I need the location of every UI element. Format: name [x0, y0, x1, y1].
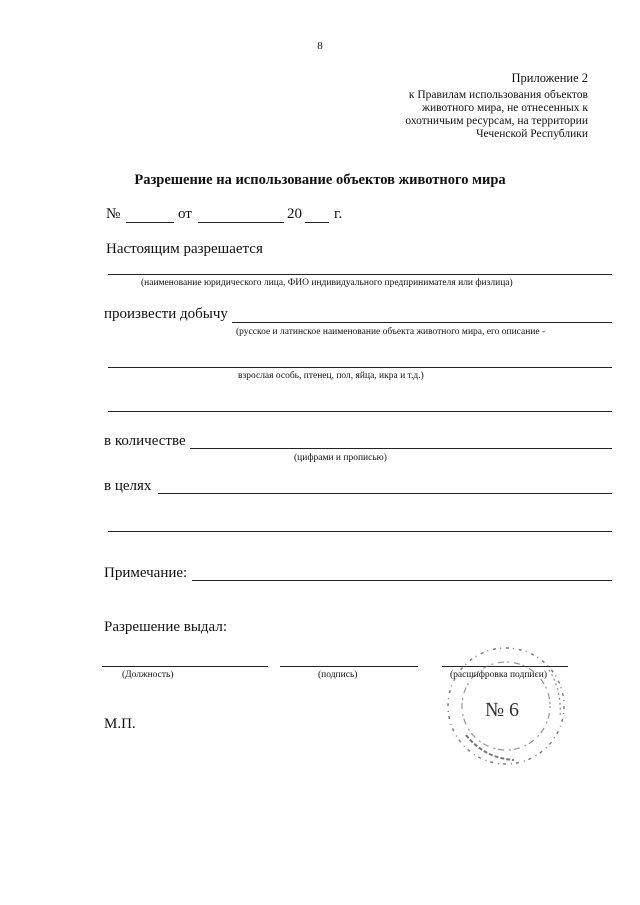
page-number: 8: [317, 40, 323, 52]
permitted-caption: (наименование юридического лица, ФИО индивидуального предпринимателя или физлица): [141, 278, 513, 288]
quantity-field[interactable]: [190, 448, 612, 449]
date-field[interactable]: [198, 222, 284, 223]
harvest-field-2[interactable]: [108, 367, 612, 368]
harvest-label: произвести добычу: [104, 306, 228, 322]
seal-stamp-icon: [444, 640, 574, 770]
appendix-block: [288, 72, 588, 141]
seal-text: № 6: [484, 699, 520, 721]
position-field[interactable]: [102, 666, 268, 667]
appendix-line: Чеченской Республики: [476, 128, 588, 140]
harvest-field[interactable]: [232, 322, 612, 323]
year-field[interactable]: [305, 222, 329, 223]
harvest-caption-1: (русское и латинское наименование объекта животного мира, его описание -: [236, 327, 546, 337]
quantity-label: в количестве: [104, 433, 186, 449]
year-suffix: г.: [334, 206, 343, 222]
appendix-line: к Правилам использования объектов: [408, 89, 588, 101]
number-sign: №: [106, 206, 121, 222]
from-label: от: [178, 206, 192, 222]
note-label: Примечание:: [104, 565, 188, 581]
purpose-field-2[interactable]: [108, 531, 612, 532]
number-field[interactable]: [126, 222, 174, 223]
harvest-field-3[interactable]: [108, 411, 612, 412]
purpose-field[interactable]: [158, 493, 612, 494]
appendix-line: охотничьим ресурсам, на территории: [405, 115, 588, 127]
purpose-label: в целях: [104, 478, 152, 494]
decode-caption: (расшифровка подписи): [450, 670, 547, 680]
issued-label: Разрешение выдал:: [104, 619, 227, 635]
quantity-caption: (цифрами и прописью): [294, 453, 387, 463]
harvest-caption-2: взрослая особь, птенец, пол, яйца, икра и т.д.): [238, 371, 424, 381]
permitted-field[interactable]: [108, 274, 612, 275]
appendix-line: животного мира, не отнесенных к: [422, 102, 588, 114]
document-title: Разрешение на использование объектов животного мира: [134, 172, 506, 188]
appendix-title: Приложение 2: [511, 71, 588, 85]
year-prefix: 20: [287, 206, 302, 222]
position-caption: (Должность): [122, 670, 174, 680]
signature-field[interactable]: [280, 666, 418, 667]
permitted-label: Настоящим разрешается: [106, 241, 263, 257]
note-field[interactable]: [192, 580, 612, 581]
stamp-label: М.П.: [104, 716, 136, 732]
signature-caption: (подпись): [318, 670, 358, 680]
